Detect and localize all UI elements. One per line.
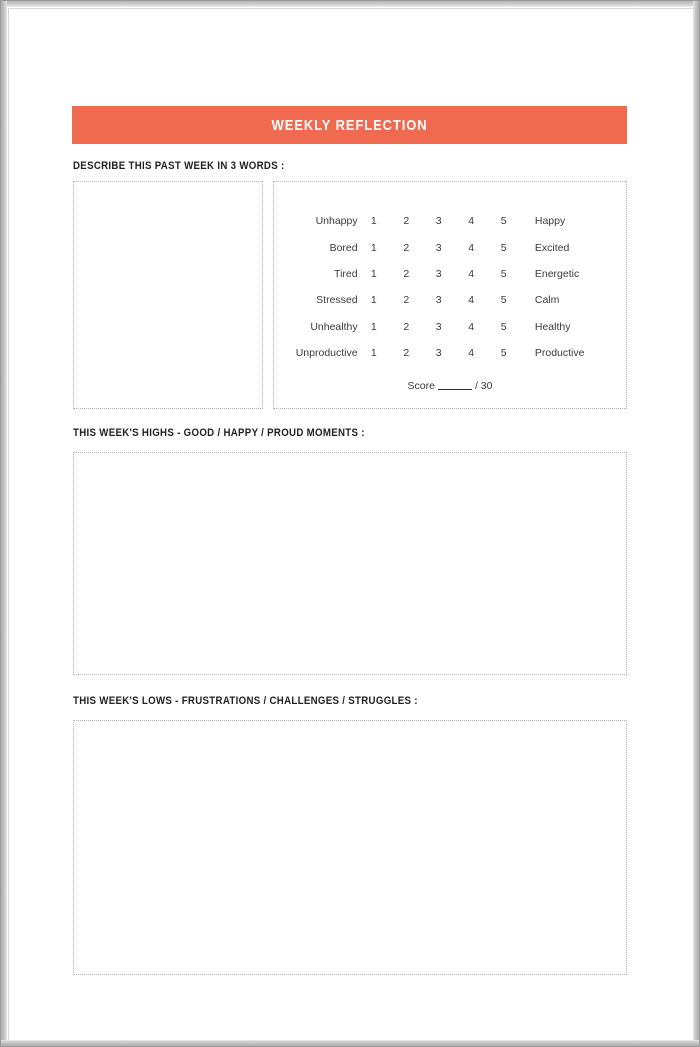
page-title: WEEKLY REFLECTION <box>271 116 428 134</box>
scale-negative-label: Stressed <box>316 294 358 307</box>
scale-option-2[interactable]: 2 <box>403 215 410 228</box>
describe-week-label: DESCRIBE THIS PAST WEEK IN 3 WORDS : <box>73 160 285 172</box>
scale-option-3[interactable]: 3 <box>435 320 442 333</box>
scale-negative-label: Unproductive <box>295 347 358 360</box>
scale-option-2[interactable]: 2 <box>403 347 410 360</box>
scale-option-3[interactable]: 3 <box>435 267 442 280</box>
scale-option-4[interactable]: 4 <box>468 320 475 333</box>
score-line <box>273 380 627 392</box>
scale-positive-label: Excited <box>534 241 570 254</box>
scale-positive-label: Energetic <box>534 267 580 280</box>
scale-option-1[interactable]: 1 <box>370 294 377 307</box>
scale-option-1[interactable]: 1 <box>370 267 377 280</box>
scale-number-group <box>358 215 520 227</box>
scale-option-2[interactable]: 2 <box>403 241 410 254</box>
score-label: Score <box>407 380 435 392</box>
scale-option-3[interactable]: 3 <box>435 294 442 307</box>
scale-row <box>286 261 616 287</box>
scale-number-group <box>358 294 520 306</box>
scale-number-group <box>358 242 520 254</box>
scale-row <box>286 340 616 366</box>
scale-option-5[interactable]: 5 <box>500 241 507 254</box>
scale-option-2[interactable]: 2 <box>403 294 410 307</box>
scale-negative-label: Bored <box>329 241 358 254</box>
scale-option-5[interactable]: 5 <box>500 215 507 228</box>
scale-option-2[interactable]: 2 <box>403 320 410 333</box>
scale-option-4[interactable]: 4 <box>468 294 475 307</box>
scale-option-4[interactable]: 4 <box>468 267 475 280</box>
scale-option-1[interactable]: 1 <box>370 215 377 228</box>
scale-positive-label: Happy <box>534 215 566 228</box>
mood-scale-table <box>286 208 616 366</box>
scale-number-group <box>358 321 520 333</box>
weekly-lows-input[interactable] <box>73 720 627 975</box>
scale-option-1[interactable]: 1 <box>370 320 377 333</box>
scale-option-1[interactable]: 1 <box>370 347 377 360</box>
scale-option-1[interactable]: 1 <box>370 241 377 254</box>
scale-option-4[interactable]: 4 <box>468 241 475 254</box>
scale-positive-label: Healthy <box>534 320 571 333</box>
page-title-bar <box>72 106 627 144</box>
scale-option-3[interactable]: 3 <box>435 347 442 360</box>
scale-option-5[interactable]: 5 <box>500 320 507 333</box>
weekly-highs-input[interactable] <box>73 452 627 675</box>
scale-row <box>286 208 616 234</box>
scale-option-2[interactable]: 2 <box>403 267 410 280</box>
scale-option-3[interactable]: 3 <box>435 215 442 228</box>
scale-negative-label: Unhealthy <box>310 320 358 333</box>
scale-positive-label: Productive <box>534 347 585 360</box>
scale-row <box>286 287 616 313</box>
scale-row <box>286 314 616 340</box>
scale-number-group <box>358 268 520 280</box>
scale-row <box>286 234 616 260</box>
weekly-highs-label: THIS WEEK'S HIGHS - GOOD / HAPPY / PROUD MOMENTS : <box>73 427 365 439</box>
scale-positive-label: Calm <box>534 294 560 307</box>
score-max: / 30 <box>474 380 493 392</box>
scale-option-5[interactable]: 5 <box>500 347 507 360</box>
weekly-lows-label: THIS WEEK'S LOWS - FRUSTRATIONS / CHALLENGES / STRUGGLES : <box>73 695 418 707</box>
scale-option-5[interactable]: 5 <box>500 294 507 307</box>
scale-negative-label: Tired <box>334 267 358 280</box>
scale-number-group <box>358 347 520 359</box>
score-input[interactable] <box>438 389 472 390</box>
scale-option-5[interactable]: 5 <box>500 267 507 280</box>
scale-option-4[interactable]: 4 <box>468 215 475 228</box>
scale-option-4[interactable]: 4 <box>468 347 475 360</box>
describe-week-input[interactable] <box>73 181 263 409</box>
scale-negative-label: Unhappy <box>315 215 358 228</box>
scale-option-3[interactable]: 3 <box>435 241 442 254</box>
